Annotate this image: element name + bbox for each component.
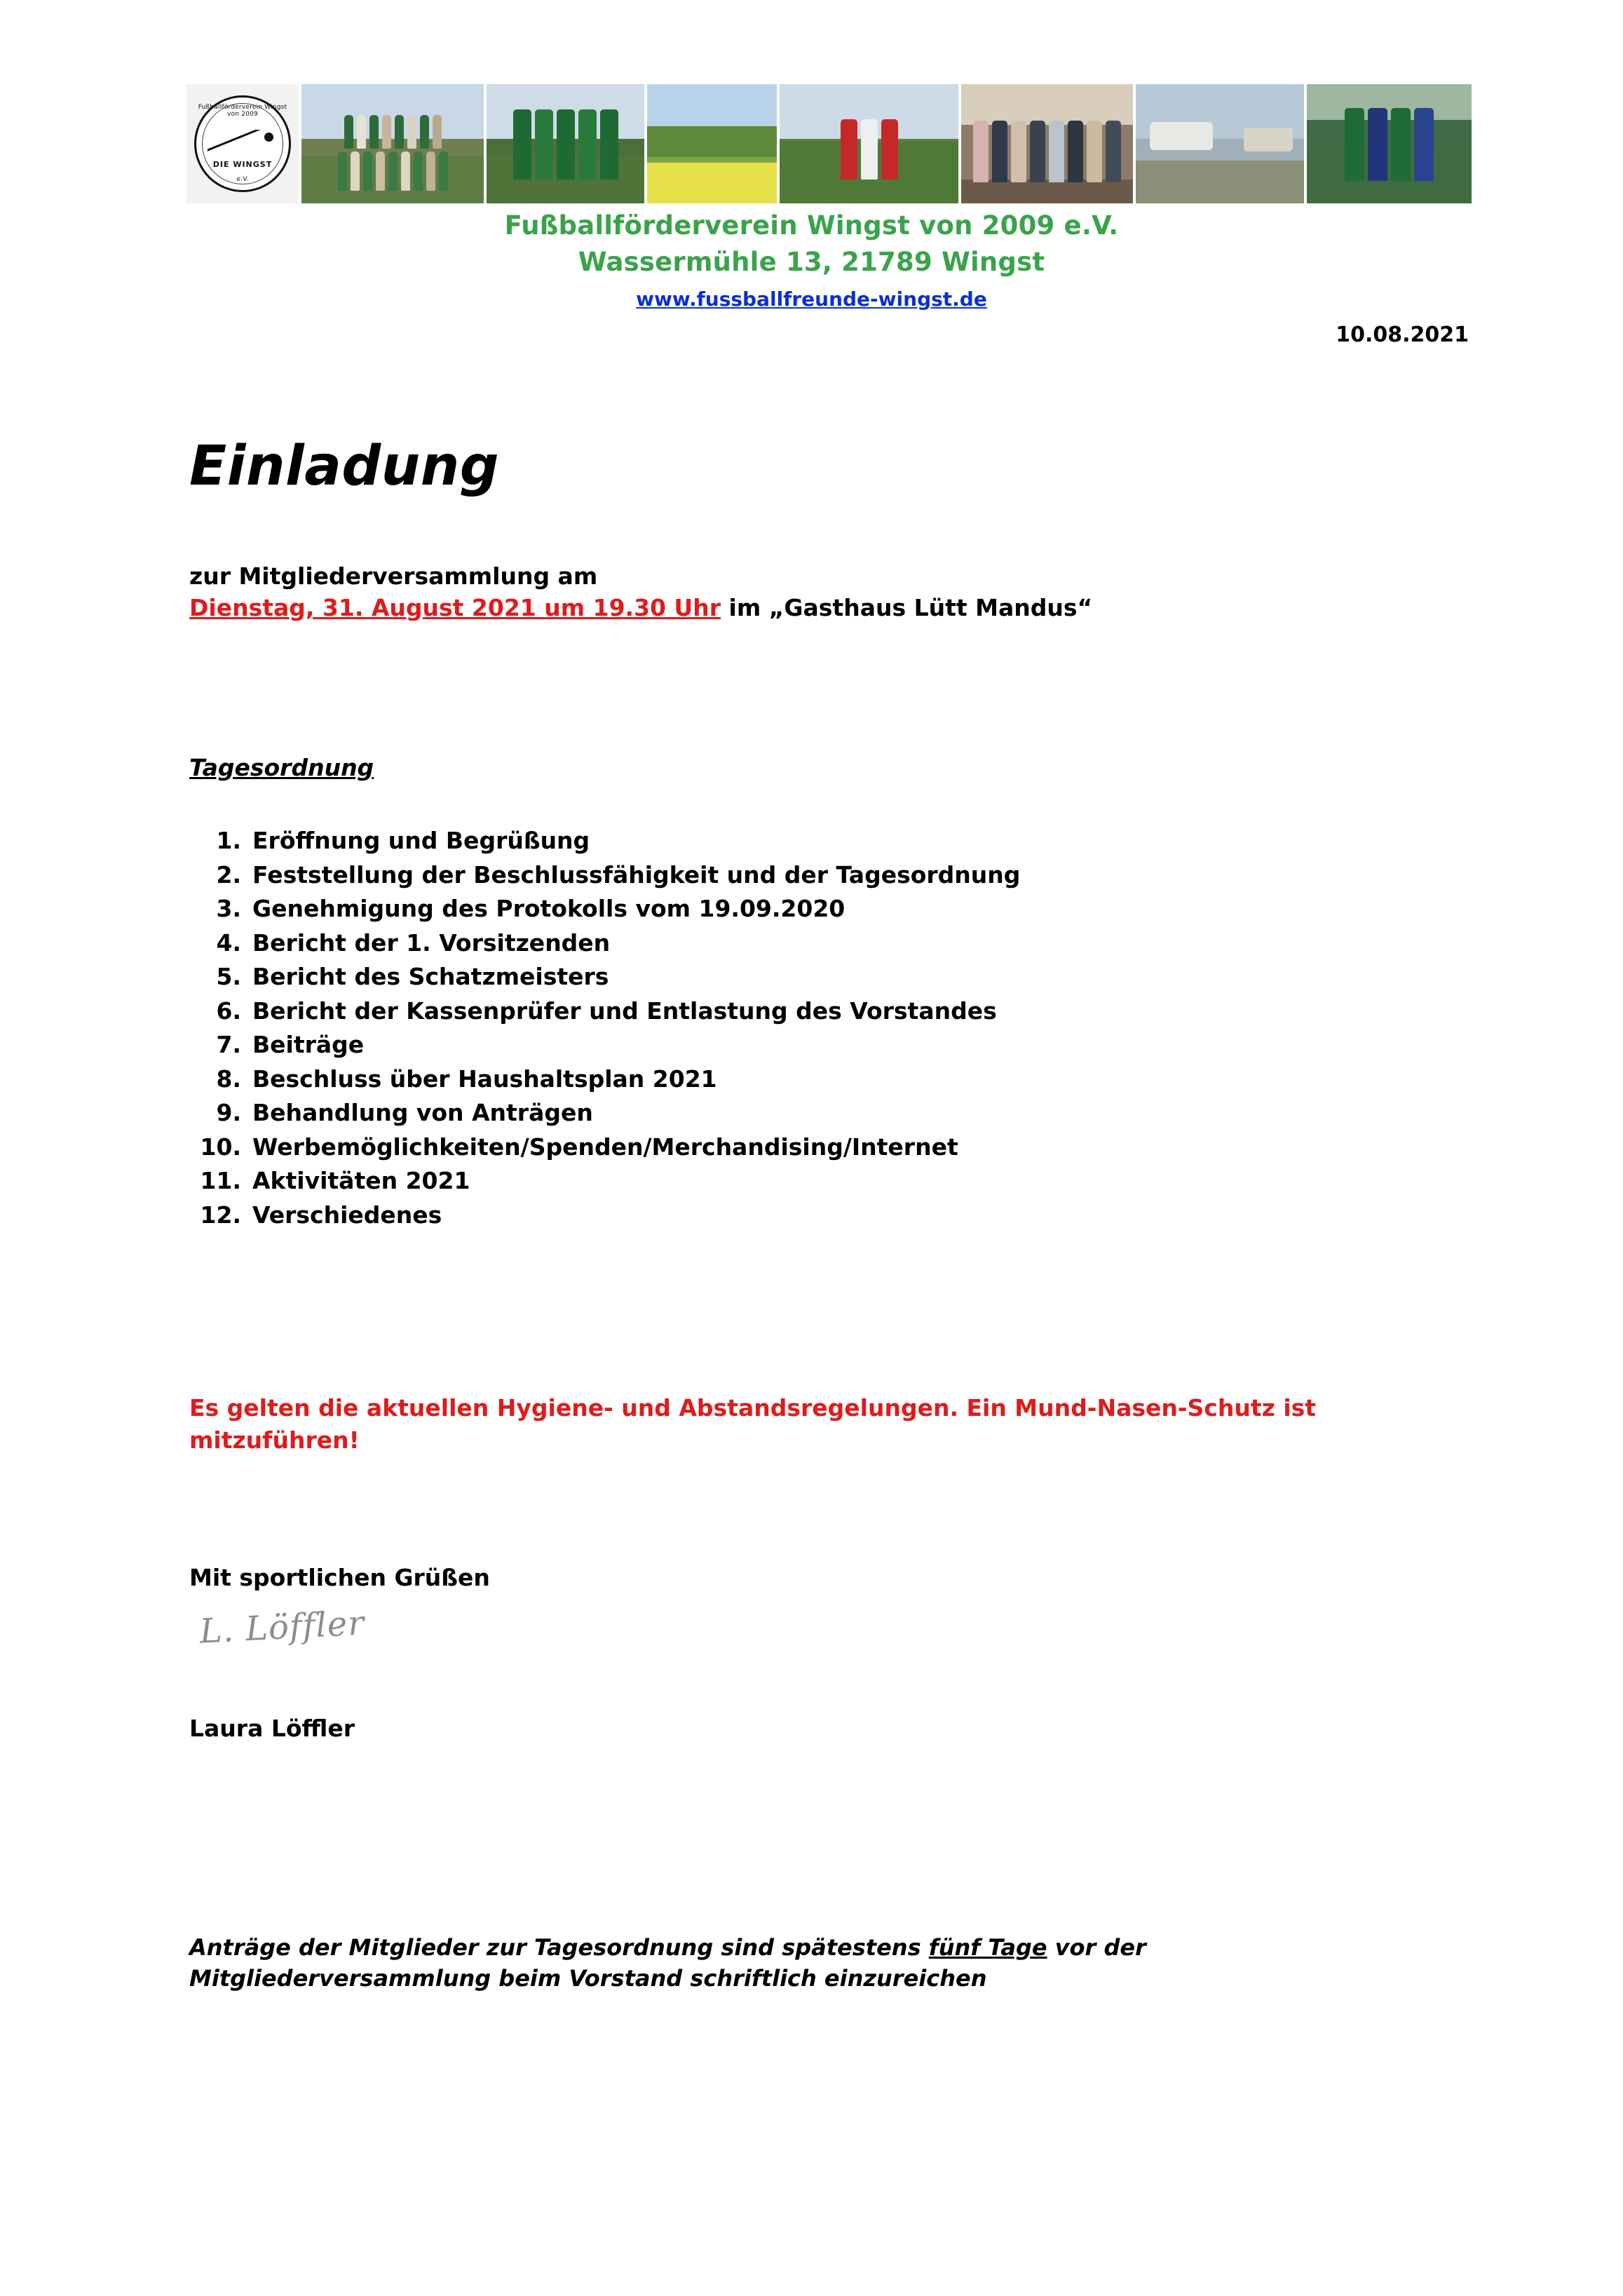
agenda-item-number: 4.: [216, 928, 241, 957]
agenda-item: [189, 824, 1451, 858]
agenda-item-number: 12.: [200, 1201, 241, 1229]
agenda-item-label: Genehmigung des Protokolls vom 19.09.2020: [252, 895, 846, 922]
agenda-item: [189, 994, 1451, 1029]
agenda-item-label: Behandlung von Anträgen: [252, 1099, 593, 1126]
outdoor-event-tent-photo: [1136, 84, 1304, 203]
agenda-item: [189, 1062, 1451, 1097]
agenda-item-number: 8.: [216, 1065, 241, 1093]
agenda-item-label: Bericht der Kassenprüfer und Entlastung des Vorstandes: [252, 997, 997, 1025]
footnote-deadline: fünf Tage: [928, 1934, 1047, 1961]
agenda-item-number: 2.: [216, 860, 241, 889]
club-crest-icon: [194, 95, 291, 192]
crest-label: DIE WINGST: [212, 160, 273, 169]
team-group-photo: [301, 84, 484, 203]
rapeseed-field-pitch-photo: [647, 84, 777, 203]
club-name: Fußballförderverein Wingst von 2009 e.V.: [504, 210, 1119, 241]
club-address: Wassermühle 13, 21789 Wingst: [578, 247, 1045, 277]
footnote: [189, 1932, 1423, 1994]
agenda-item-label: Verschiedenes: [252, 1201, 442, 1229]
agenda-item: [189, 926, 1451, 961]
crest-middle: [208, 130, 278, 161]
agenda-item: [189, 1028, 1451, 1062]
agenda-item-label: Bericht der 1. Vorsitzenden: [252, 928, 611, 957]
agenda-item: [189, 1096, 1451, 1130]
footnote-part-2: vor der Mitgliederversammlung beim Vorstand schriftlich einzureichen: [189, 1934, 1146, 1992]
meeting-datetime: Dienstag, 31. August 2021 um 19.30 Uhr: [189, 593, 721, 621]
agenda-item: [189, 960, 1451, 994]
hygiene-notice: Es gelten die aktuellen Hygiene- und Abstandsregelungen. Ein Mund-Nasen-Schutz ist mitzuführen!: [189, 1394, 1317, 1454]
agenda-item-label: Feststellung der Beschlussfähigkeit und der Tagesordnung: [252, 860, 1021, 889]
agenda-item: [189, 1198, 1451, 1233]
crest-arc-top: Fußballförderverein Wingst von 2009: [198, 104, 287, 118]
agenda-item-number: 7.: [216, 1031, 241, 1058]
club-crest-photo: [186, 84, 299, 203]
signature-image: L. Löffler: [198, 1603, 366, 1652]
agenda-item-label: Beschluss über Haushaltsplan 2021: [252, 1065, 717, 1093]
agenda-item-number: 11.: [200, 1167, 241, 1194]
document-date: 10.08.2021: [1336, 323, 1469, 347]
agenda-item: [189, 858, 1451, 893]
signer-name: Laura Löffler: [189, 1715, 355, 1742]
agenda-list: [189, 824, 1451, 1232]
closing-greeting: Mit sportlichen Grüßen: [189, 1564, 490, 1591]
agenda-item-label: Bericht des Schatzmeisters: [252, 963, 609, 990]
agenda-item-label: Beiträge: [252, 1031, 365, 1058]
page-title: Einladung: [189, 435, 500, 498]
meeting-venue: im „Gasthaus Lütt Mandus“: [721, 593, 1093, 621]
youth-team-green-jerseys-photo: [487, 84, 644, 203]
intro-line-1: zur Mitgliederversammlung am: [189, 562, 598, 590]
match-action-green-blue-photo: [1307, 84, 1472, 203]
agenda-item-number: 9.: [216, 1099, 241, 1126]
agenda-heading: Tagesordnung: [189, 754, 374, 781]
agenda-item-label: Eröffnung und Begrüßung: [252, 827, 590, 854]
agenda-item-number: 10.: [200, 1133, 241, 1161]
agenda-item-label: Aktivitäten 2021: [252, 1167, 470, 1194]
agenda-item-number: 1.: [216, 827, 241, 854]
agenda-item: [189, 892, 1451, 926]
agenda-item-number: 6.: [216, 997, 241, 1025]
invitation-intro: [189, 561, 1451, 623]
members-group-indoor-photo: [961, 84, 1133, 203]
agenda-item-number: 3.: [216, 895, 241, 922]
football-icon: [264, 133, 273, 142]
header-photo-strip: [186, 84, 1469, 203]
agenda-item: [189, 1130, 1451, 1165]
club-website-link[interactable]: www.fussballfreunde-wingst.de: [636, 288, 987, 311]
agenda-item-label: Werbemöglichkeiten/Spenden/Merchandising/Internet: [252, 1133, 958, 1161]
agenda-item-number: 5.: [216, 963, 241, 990]
agenda-item: [189, 1164, 1451, 1198]
match-action-red-jerseys-photo: [780, 84, 958, 203]
crest-arc-bottom: e.V.: [236, 176, 249, 183]
footnote-part-1: Anträge der Mitglieder zur Tagesordnung sind spätestens: [189, 1934, 929, 1961]
